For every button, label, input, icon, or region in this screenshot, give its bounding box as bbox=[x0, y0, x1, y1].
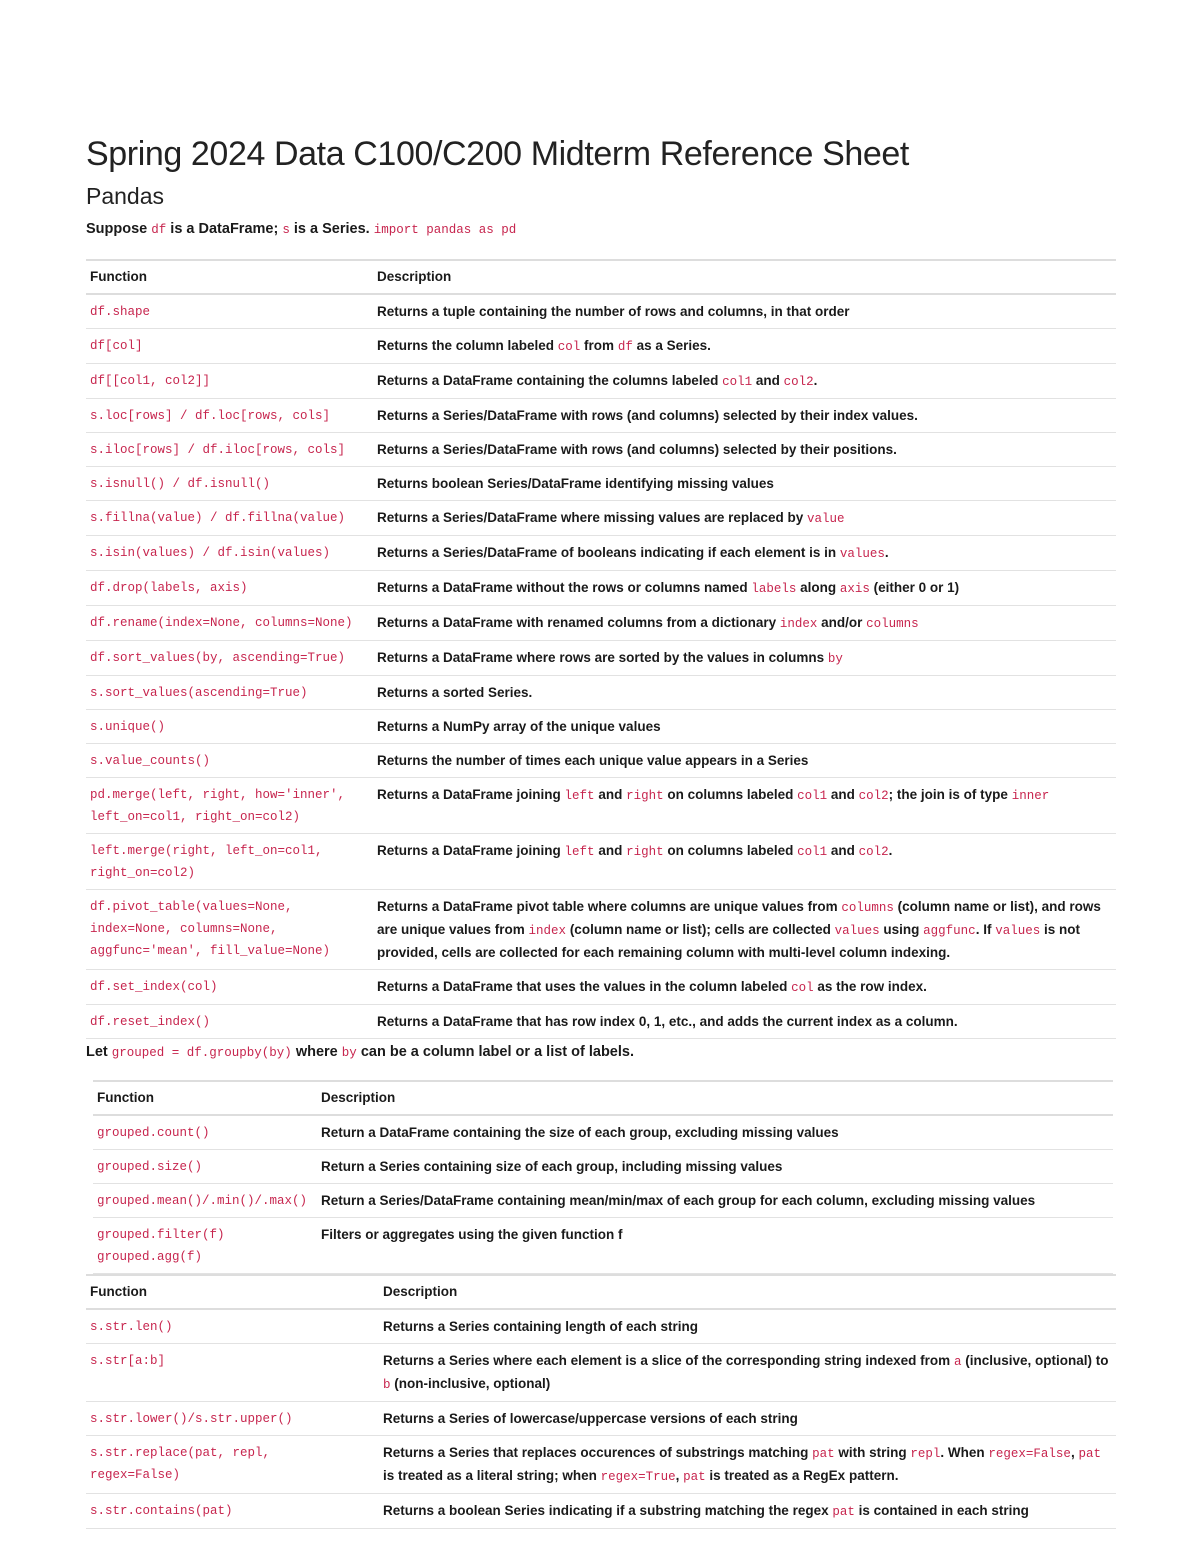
function-description bbox=[373, 536, 1116, 571]
function-signature: df[[col1, col2]] bbox=[86, 364, 373, 399]
text-run: (non-inclusive, optional) bbox=[390, 1376, 551, 1391]
inline-code: df bbox=[151, 223, 167, 237]
intro-text bbox=[86, 218, 1116, 241]
table-row bbox=[86, 399, 1116, 433]
inline-code: left bbox=[564, 789, 595, 803]
text-run: and bbox=[827, 787, 859, 802]
column-header-function: Function bbox=[86, 1275, 379, 1309]
inline-code: by bbox=[827, 652, 843, 666]
function-description bbox=[373, 294, 1116, 329]
table-row bbox=[86, 1005, 1116, 1039]
inline-code: aggfunc bbox=[923, 924, 976, 938]
column-header-description: Description bbox=[373, 260, 1116, 294]
text-run: Returns a Series/DataFrame where missing values are replaced by bbox=[377, 510, 807, 525]
text-run: is a DataFrame; bbox=[166, 221, 283, 237]
inline-code: pat bbox=[812, 1447, 835, 1461]
text-run: Return a Series containing size of each group, including missing values bbox=[321, 1159, 783, 1174]
text-run: Returns a Series where each element is a slice of the corresponding string indexed from bbox=[383, 1353, 954, 1368]
text-run: Returns a Series/DataFrame of booleans indicating if each element is in bbox=[377, 545, 840, 560]
text-run: Filters or aggregates using the given function f bbox=[321, 1227, 623, 1242]
string-functions-table bbox=[86, 1274, 1116, 1529]
text-run: as a Series. bbox=[632, 338, 711, 353]
function-description bbox=[373, 433, 1116, 467]
function-signature: s.str[a:b] bbox=[86, 1344, 379, 1402]
inline-code: values bbox=[839, 547, 885, 561]
function-signature: pd.merge(left, right, how='inner', left_on=col1, right_on=col2) bbox=[86, 778, 373, 834]
text-run: Returns a DataFrame joining bbox=[377, 787, 565, 802]
inline-code: import pandas as pd bbox=[373, 223, 517, 237]
inline-code: s bbox=[282, 223, 290, 237]
text-run: Return a Series/DataFrame containing mean/min/max of each group for each column, excluding missing values bbox=[321, 1193, 1036, 1208]
inline-code: regex=False bbox=[988, 1447, 1071, 1461]
function-description bbox=[379, 1309, 1116, 1344]
inline-code: value bbox=[806, 512, 845, 526]
function-signature: s.sort_values(ascending=True) bbox=[86, 676, 373, 710]
text-run: Let bbox=[86, 1044, 112, 1060]
section-heading: Pandas bbox=[86, 183, 165, 209]
function-signature: df.rename(index=None, columns=None) bbox=[86, 606, 373, 641]
function-description bbox=[373, 364, 1116, 399]
function-description bbox=[373, 329, 1116, 364]
text-run: is treated as a RegEx pattern. bbox=[705, 1468, 899, 1483]
text-run: Returns a DataFrame that has row index 0, 1, etc., and adds the current index as a column. bbox=[377, 1014, 958, 1029]
inline-code: col2 bbox=[858, 845, 889, 859]
inline-code: pat bbox=[1078, 1447, 1101, 1461]
function-description bbox=[373, 970, 1116, 1005]
function-description bbox=[373, 571, 1116, 606]
table-row bbox=[93, 1184, 1113, 1218]
function-description bbox=[317, 1184, 1113, 1218]
function-description bbox=[373, 744, 1116, 778]
function-description bbox=[373, 890, 1116, 970]
inline-code: col1 bbox=[797, 845, 828, 859]
function-signature: s.fillna(value) / df.fillna(value) bbox=[86, 501, 373, 536]
inline-code: a bbox=[953, 1355, 962, 1369]
function-description bbox=[373, 641, 1116, 676]
text-run: where bbox=[291, 1044, 342, 1060]
inline-code: grouped = df.groupby(by) bbox=[111, 1046, 292, 1060]
inline-code: pat bbox=[832, 1505, 855, 1519]
text-run: . If bbox=[975, 922, 996, 937]
text-run: Returns a sorted Series. bbox=[377, 685, 533, 700]
function-description bbox=[373, 676, 1116, 710]
function-signature: s.value_counts() bbox=[86, 744, 373, 778]
text-run: is not provided, cells are collected for each remaining column with multi-level column indexing. bbox=[377, 922, 1080, 960]
inline-code: col bbox=[791, 981, 814, 995]
text-run: Returns a DataFrame where rows are sorted by the values in columns bbox=[377, 650, 828, 665]
text-run: on columns labeled bbox=[663, 787, 798, 802]
function-signature: grouped.size() bbox=[93, 1150, 317, 1184]
function-description bbox=[379, 1402, 1116, 1436]
table-row bbox=[86, 536, 1116, 571]
text-run: (either 0 or 1) bbox=[869, 580, 960, 595]
text-run: with string bbox=[834, 1445, 911, 1460]
function-signature: s.str.len() bbox=[86, 1309, 379, 1344]
text-run: and bbox=[594, 843, 627, 858]
inline-code: col1 bbox=[722, 375, 753, 389]
text-run: and bbox=[594, 787, 627, 802]
inline-code: pat bbox=[683, 1470, 706, 1484]
text-run: is a Series. bbox=[289, 221, 374, 237]
text-run: , bbox=[675, 1468, 684, 1483]
text-run: . bbox=[884, 545, 889, 560]
function-signature: df.reset_index() bbox=[86, 1005, 373, 1039]
function-description bbox=[373, 778, 1116, 834]
table-row bbox=[86, 1344, 1116, 1402]
text-run: Returns a boolean Series indicating if a substring matching the regex bbox=[383, 1503, 833, 1518]
text-run: Returns a Series of lowercase/uppercase versions of each string bbox=[383, 1411, 798, 1426]
text-run: Returns a DataFrame joining bbox=[377, 843, 565, 858]
text-run: Returns a DataFrame pivot table where columns are unique values from bbox=[377, 899, 842, 914]
function-description bbox=[379, 1344, 1116, 1402]
table-row bbox=[86, 710, 1116, 744]
inline-code: labels bbox=[751, 582, 797, 596]
function-signature: df[col] bbox=[86, 329, 373, 364]
function-description bbox=[317, 1150, 1113, 1184]
function-signature: s.str.lower()/s.str.upper() bbox=[86, 1402, 379, 1436]
inline-code: axis bbox=[839, 582, 870, 596]
pandas-functions-table bbox=[86, 259, 1116, 1039]
table-row bbox=[86, 1494, 1116, 1529]
function-description bbox=[373, 467, 1116, 501]
table-row bbox=[86, 676, 1116, 710]
inline-code: col bbox=[557, 340, 581, 354]
function-signature: s.loc[rows] / df.loc[rows, cols] bbox=[86, 399, 373, 433]
inline-code: columns bbox=[841, 901, 894, 915]
table-row bbox=[86, 571, 1116, 606]
table-row bbox=[86, 501, 1116, 536]
function-signature: grouped.mean()/.min()/.max() bbox=[93, 1184, 317, 1218]
function-description bbox=[373, 1005, 1116, 1039]
groupby-functions-table bbox=[93, 1080, 1113, 1274]
inline-code: regex=True bbox=[600, 1470, 676, 1484]
column-header-function: Function bbox=[93, 1081, 317, 1115]
text-run: Returns a tuple containing the number of rows and columns, in that order bbox=[377, 304, 850, 319]
table-row bbox=[86, 467, 1116, 501]
text-run: and bbox=[752, 373, 784, 388]
inline-code: col1 bbox=[797, 789, 828, 803]
inline-code: values bbox=[834, 924, 880, 938]
function-signature: s.iloc[rows] / df.iloc[rows, cols] bbox=[86, 433, 373, 467]
text-run: Returns a DataFrame containing the columns labeled bbox=[377, 373, 723, 388]
table-row bbox=[86, 1309, 1116, 1344]
function-description bbox=[373, 399, 1116, 433]
table-row bbox=[86, 1402, 1116, 1436]
text-run: Returns a DataFrame that uses the values in the column labeled bbox=[377, 979, 792, 994]
text-run: . bbox=[888, 843, 893, 858]
text-run: Returns a NumPy array of the unique values bbox=[377, 719, 661, 734]
text-run: as the row index. bbox=[813, 979, 927, 994]
table-row bbox=[86, 364, 1116, 399]
function-description bbox=[379, 1436, 1116, 1494]
text-run: is treated as a literal string; when bbox=[383, 1468, 601, 1483]
function-signature: grouped.count() bbox=[93, 1115, 317, 1150]
inline-code: values bbox=[995, 924, 1041, 938]
function-description bbox=[373, 501, 1116, 536]
reference-sheet bbox=[86, 130, 1116, 1529]
table-row bbox=[86, 606, 1116, 641]
table-row bbox=[86, 641, 1116, 676]
text-run: . bbox=[813, 373, 818, 388]
table-row bbox=[86, 294, 1116, 329]
inline-code: df bbox=[617, 340, 633, 354]
column-header-description: Description bbox=[317, 1081, 1113, 1115]
table-row bbox=[86, 834, 1116, 890]
table-row bbox=[86, 890, 1116, 970]
inline-code: columns bbox=[866, 617, 919, 631]
text-run: Returns the number of times each unique value appears in a Series bbox=[377, 753, 809, 768]
table-row bbox=[93, 1115, 1113, 1150]
text-run: ; the join is of type bbox=[888, 787, 1012, 802]
table-row bbox=[93, 1150, 1113, 1184]
text-run: Returns a DataFrame without the rows or columns named bbox=[377, 580, 752, 595]
table-row bbox=[93, 1218, 1113, 1274]
inline-code: repl bbox=[910, 1447, 941, 1461]
inline-code: right bbox=[626, 789, 664, 803]
inline-code: inner bbox=[1011, 789, 1050, 803]
function-signature: left.merge(right, left_on=col1, right_on=col2) bbox=[86, 834, 373, 890]
inline-code: b bbox=[383, 1378, 391, 1392]
function-signature: df.drop(labels, axis) bbox=[86, 571, 373, 606]
table-row bbox=[86, 1436, 1116, 1494]
column-header-function: Function bbox=[86, 260, 373, 294]
text-run: Returns boolean Series/DataFrame identifying missing values bbox=[377, 476, 774, 491]
function-description bbox=[317, 1115, 1113, 1150]
text-run: Returns a DataFrame with renamed columns from a dictionary bbox=[377, 615, 780, 630]
text-run: is contained in each string bbox=[854, 1503, 1029, 1518]
function-signature: s.str.contains(pat) bbox=[86, 1494, 379, 1529]
function-description bbox=[379, 1494, 1116, 1529]
text-run: Returns a Series/DataFrame with rows (and columns) selected by their index values. bbox=[377, 408, 918, 423]
text-run: Return a DataFrame containing the size of each group, excluding missing values bbox=[321, 1125, 839, 1140]
text-run: (column name or list), and rows are unique values from bbox=[377, 899, 1101, 937]
function-signature: s.isin(values) / df.isin(values) bbox=[86, 536, 373, 571]
text-run: Returns the column labeled bbox=[377, 338, 558, 353]
text-run: , bbox=[1070, 1445, 1079, 1460]
text-run: using bbox=[879, 922, 924, 937]
function-description bbox=[317, 1218, 1113, 1274]
text-run: Returns a Series that replaces occurences of substrings matching bbox=[383, 1445, 813, 1460]
text-run: on columns labeled bbox=[663, 843, 798, 858]
function-description bbox=[373, 834, 1116, 890]
text-run: (column name or list); cells are collected bbox=[566, 922, 835, 937]
text-run: can be a column label or a list of labels. bbox=[356, 1044, 634, 1060]
function-signature: s.unique() bbox=[86, 710, 373, 744]
inline-code: index bbox=[528, 924, 567, 938]
text-run: along bbox=[796, 580, 840, 595]
page-title: Spring 2024 Data C100/C200 Midterm Reference Sheet bbox=[86, 135, 909, 173]
function-signature: df.sort_values(by, ascending=True) bbox=[86, 641, 373, 676]
function-signature: df.set_index(col) bbox=[86, 970, 373, 1005]
inline-code: left bbox=[564, 845, 595, 859]
function-signature: df.shape bbox=[86, 294, 373, 329]
inline-code: col2 bbox=[858, 789, 889, 803]
text-run: Returns a Series containing length of each string bbox=[383, 1319, 699, 1334]
function-signature: grouped.filter(f) grouped.agg(f) bbox=[93, 1218, 317, 1274]
function-description bbox=[373, 710, 1116, 744]
function-description bbox=[373, 606, 1116, 641]
inline-code: index bbox=[779, 617, 818, 631]
text-run: from bbox=[580, 338, 618, 353]
text-run: . When bbox=[940, 1445, 989, 1460]
inline-code: by bbox=[341, 1046, 357, 1060]
function-signature: s.isnull() / df.isnull() bbox=[86, 467, 373, 501]
inline-code: right bbox=[626, 845, 664, 859]
table-row bbox=[86, 433, 1116, 467]
text-run: (inclusive, optional) to bbox=[961, 1353, 1109, 1368]
table-row bbox=[86, 970, 1116, 1005]
text-run: Returns a Series/DataFrame with rows (and columns) selected by their positions. bbox=[377, 442, 897, 457]
text-run: and/or bbox=[817, 615, 867, 630]
table-row bbox=[86, 778, 1116, 834]
function-signature: df.pivot_table(values=None, index=None, columns=None, aggfunc='mean', fill_value=None) bbox=[86, 890, 373, 970]
groupby-intro-text bbox=[86, 1041, 1116, 1064]
text-run: Suppose bbox=[86, 221, 152, 237]
column-header-description: Description bbox=[379, 1275, 1116, 1309]
inline-code: col2 bbox=[783, 375, 814, 389]
table-row bbox=[86, 329, 1116, 364]
table-row bbox=[86, 744, 1116, 778]
function-signature: s.str.replace(pat, repl, regex=False) bbox=[86, 1436, 379, 1494]
text-run: and bbox=[827, 843, 859, 858]
